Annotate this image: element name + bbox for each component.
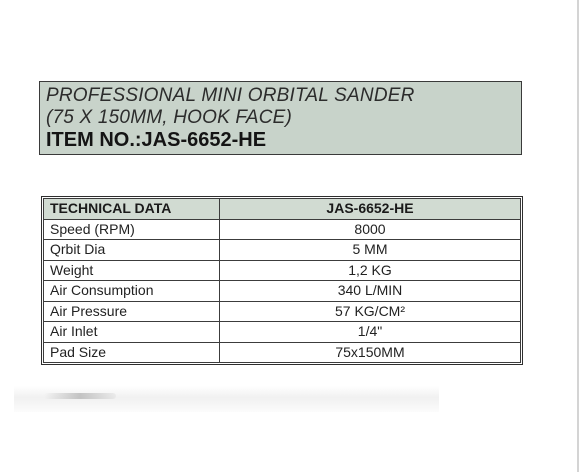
spec-value: 57 KG/CM² bbox=[220, 301, 521, 322]
scan-smudge bbox=[14, 386, 439, 412]
table-row bbox=[44, 219, 521, 240]
spec-label: Air Consumption bbox=[44, 281, 220, 302]
spec-label: Weight bbox=[44, 260, 220, 281]
table-row bbox=[44, 301, 521, 322]
spec-value: 5 MM bbox=[220, 240, 521, 261]
table-row bbox=[44, 322, 521, 343]
technical-data-table bbox=[43, 198, 521, 363]
spec-value: 75x150MM bbox=[220, 342, 521, 363]
spec-label: Speed (RPM) bbox=[44, 219, 220, 240]
page-edge-rule bbox=[577, 0, 579, 472]
spec-label: Air Inlet bbox=[44, 322, 220, 343]
spec-value: 8000 bbox=[220, 219, 521, 240]
table-row bbox=[44, 281, 521, 302]
column-header-technical-data: TECHNICAL DATA bbox=[44, 199, 220, 220]
spec-label: Pad Size bbox=[44, 342, 220, 363]
product-name: PROFESSIONAL MINI ORBITAL SANDER bbox=[46, 85, 415, 106]
item-number: ITEM NO.:JAS-6652-HE bbox=[46, 129, 267, 151]
spec-value: 340 L/MIN bbox=[220, 281, 521, 302]
product-size: (75 X 150MM, HOOK FACE) bbox=[46, 107, 293, 128]
spec-label: Qrbit Dia bbox=[44, 240, 220, 261]
table-header-row bbox=[44, 199, 521, 220]
spec-value: 1,2 KG bbox=[220, 260, 521, 281]
table-row bbox=[44, 260, 521, 281]
column-header-model: JAS-6652-HE bbox=[220, 199, 521, 220]
scan-smudge-mark bbox=[44, 393, 116, 399]
spec-label: Air Pressure bbox=[44, 301, 220, 322]
spec-value: 1/4" bbox=[220, 322, 521, 343]
table-row bbox=[44, 342, 521, 363]
table-row bbox=[44, 240, 521, 261]
product-title-box bbox=[39, 81, 522, 155]
